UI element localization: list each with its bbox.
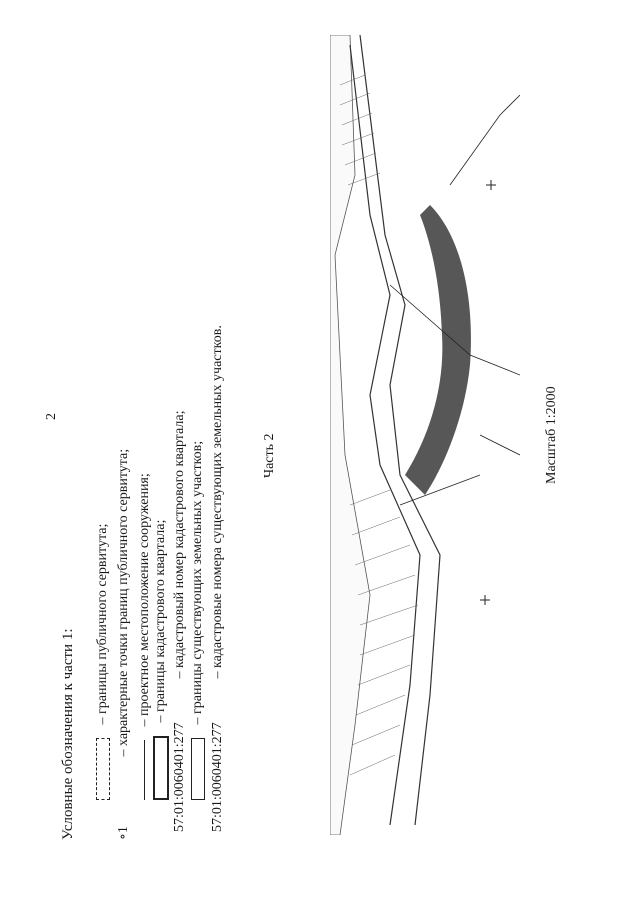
dark-area bbox=[405, 205, 471, 495]
thick-box-symbol bbox=[153, 736, 169, 800]
point-symbol: ∘1 bbox=[116, 826, 131, 840]
legend-item-quarter-number: 57:01:0060401:277 – кадастровый номер кадастрового квартала; bbox=[172, 410, 187, 832]
dashed-box-symbol bbox=[96, 738, 110, 800]
legend-item-parcel-boundaries: – границы существующих земельных участков; bbox=[190, 441, 206, 800]
parcel-number-sample: 57:01:0060401:277 bbox=[210, 722, 225, 832]
map-background bbox=[330, 35, 440, 835]
legend-item-servitude-boundary: – границы публичного сервитута; bbox=[95, 524, 111, 800]
legend-title: Условные обозначения к части 1: bbox=[60, 628, 76, 840]
legend-item-characteristic-points: ∘1 – характерные точки границ публичного сервитута; bbox=[116, 448, 131, 840]
legend-item-quarter-boundary: – границы кадастрового квартала; bbox=[153, 520, 169, 800]
map-drawing bbox=[330, 35, 520, 835]
quarter-number-sample: 57:01:0060401:277 bbox=[172, 722, 187, 832]
legend-item-structure-location: – проектное местоположение сооружения; bbox=[137, 473, 153, 800]
map-scale: Масштаб 1:2000 bbox=[544, 386, 559, 484]
map-markers bbox=[480, 180, 496, 605]
page-number: 2 bbox=[44, 413, 59, 420]
part-label: Часть 2 bbox=[262, 433, 277, 478]
legend-item-parcel-numbers: 57:01:0060401:277 – кадастровые номера существующих земельных участков. bbox=[210, 325, 225, 832]
solid-line-symbol bbox=[144, 740, 145, 800]
thin-box-symbol bbox=[191, 738, 205, 800]
